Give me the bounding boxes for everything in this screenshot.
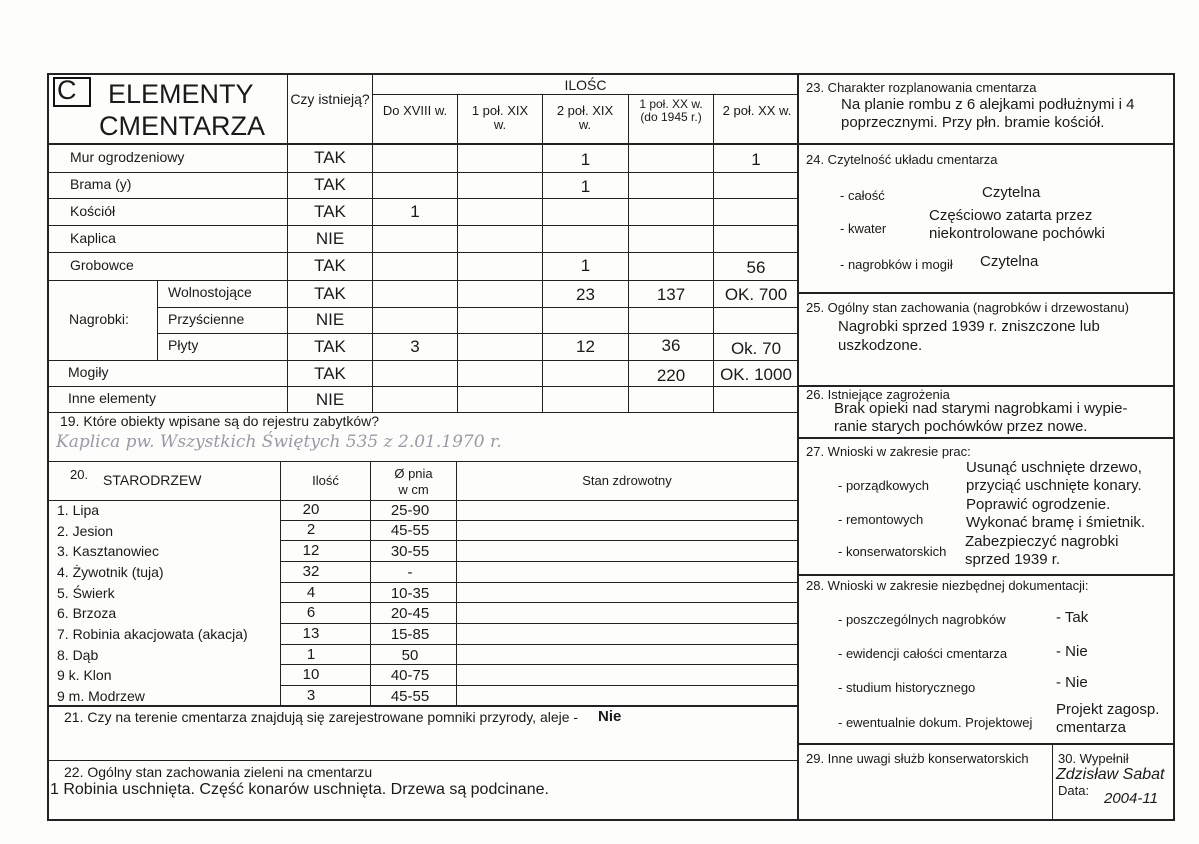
tree-diameter: 50	[401, 647, 419, 664]
row-label: Płyty	[168, 337, 199, 353]
q26-label: 26. Istniejące zagrożenia	[806, 387, 950, 402]
count-value: 3	[410, 337, 420, 356]
tree-name: 3. Kasztanowiec	[57, 543, 159, 559]
count-value: 1	[410, 202, 420, 221]
exists-value: TAK	[314, 202, 346, 221]
tree-diameter: 40-75	[390, 667, 430, 684]
section-letter: C	[57, 75, 77, 105]
tree-diameter: -	[407, 564, 413, 581]
q24-kwater-value-2: niekontrolowane pochówki	[929, 225, 1105, 242]
tree-qty: 20	[302, 501, 320, 518]
tree-diameter: 20-45	[390, 605, 430, 622]
ilosc-header: ILOŚC	[564, 77, 607, 93]
q28-projektowej-value-2: cmentarza	[1056, 719, 1127, 736]
q24-kwater-value: Częściowo zatarta przez	[929, 207, 1093, 224]
tree-diameter: 25-90	[390, 502, 430, 519]
q21-label: 21. Czy na terenie cmentarza znajdują się zarejestrowane pomniki przyrody, aleje -	[64, 709, 579, 725]
q27-porzadkowych-value-2: przyciąć uschnięte konary.	[966, 477, 1142, 494]
count-value: OK. 700	[724, 285, 788, 304]
period-header-4: 1 poł. XX w. (do 1945 r.)	[639, 97, 703, 125]
trees-number: 20.	[70, 467, 89, 482]
q28-ewidencji-value: - Nie	[1056, 643, 1088, 660]
q30-date-label: Data:	[1058, 783, 1090, 798]
exists-header: Czy istnieją?	[290, 91, 370, 107]
tree-name: 9 m. Modrzew	[57, 688, 145, 704]
exists-value: NIE	[315, 310, 345, 329]
q24-label: 24. Czytelność układu cmentarza	[806, 152, 998, 167]
count-value: 1	[580, 177, 591, 196]
tree-qty: 32	[302, 563, 320, 580]
q23-answer-line2: poprzecznymi. Przy płn. bramie kościół.	[841, 114, 1105, 131]
q28-label: 28. Wnioski w zakresie niezbędnej dokumentacji:	[806, 578, 1089, 593]
period-header-2: 1 poł. XIX w.	[471, 103, 529, 133]
count-value: 36	[661, 336, 681, 355]
q26-answer-line2: ranie starych pochówków przez nowe.	[834, 418, 1088, 435]
q27-remontowych-value: Poprawić ogrodzenie.	[966, 496, 1111, 513]
tree-name: 5. Świerk	[57, 585, 115, 601]
q22-answer: 1 Robinia uschnięta. Część konarów uschnięta. Drzewa są podcinane.	[50, 781, 549, 798]
tree-name: 1. Lipa	[57, 502, 100, 518]
q28-nagrobkow: - poszczególnych nagrobków	[838, 612, 1006, 627]
tree-diameter: 45-55	[390, 522, 430, 539]
tree-name: 8. Dąb	[57, 647, 99, 663]
q27-konserwatorskich-value-2: sprzed 1939 r.	[965, 551, 1061, 568]
q27-porzadkowych: - porządkowych	[838, 478, 930, 493]
row-label: Grobowce	[70, 257, 134, 273]
tree-name: 2. Jesion	[57, 523, 114, 539]
row-label: Kościół	[70, 203, 116, 219]
tree-name: 9 k. Klon	[57, 667, 112, 683]
row-label: Mogiły	[68, 364, 109, 380]
period-header-5: 2 poł. XX w.	[722, 103, 792, 118]
row-label: Mur ogrodzeniowy	[70, 149, 185, 165]
q22-label: 22. Ogólny stan zachowania zieleni na cmentarzu	[64, 764, 373, 780]
q21-answer: Nie	[598, 708, 622, 725]
exists-value: TAK	[314, 284, 346, 303]
row-label: Kaplica	[70, 230, 116, 246]
count-value: 12	[576, 337, 595, 356]
exists-value: TAK	[314, 148, 346, 167]
q23-answer-line1: Na planie rombu z 6 alejkami podłużnymi i 4	[841, 96, 1135, 113]
q25-answer-line2: uszkodzone.	[838, 337, 923, 354]
tree-diameter: 10-35	[390, 585, 430, 602]
count-value: 137	[656, 285, 686, 304]
count-value: OK. 1000	[720, 365, 792, 384]
q28-studium: - studium historycznego	[838, 680, 976, 695]
q24-nagrobkow: - nagrobków i mogił	[840, 257, 953, 272]
tree-qty: 1	[306, 646, 316, 663]
q26-answer-line1: Brak opieki nad starymi nagrobkami i wypie-	[834, 400, 1128, 417]
row-label: Przyścienne	[168, 311, 245, 327]
q30-date: 2004-11	[1104, 790, 1158, 807]
exists-value: TAK	[314, 364, 346, 383]
row-label: Brama (y)	[70, 176, 132, 192]
q27-remontowych: - remontowych	[838, 512, 924, 527]
q24-kwater: - kwater	[840, 221, 887, 236]
q25-label: 25. Ogólny stan zachowania (nagrobków i drzewostanu)	[806, 300, 1130, 315]
q27-konserwatorskich: - konserwatorskich	[838, 544, 947, 559]
q25-answer-line1: Nagrobki sprzed 1939 r. zniszczone lub	[838, 318, 1100, 335]
count-value: 23	[576, 285, 595, 304]
period-header-3: 2 poł. XIX w.	[556, 103, 614, 133]
q23-label: 23. Charakter rozplanowania cmentarza	[806, 80, 1037, 95]
tree-name: 7. Robinia akacjowata (akacja)	[57, 626, 248, 642]
q28-ewidencji: - ewidencji całości cmentarza	[838, 646, 1008, 661]
count-value: 56	[746, 258, 766, 277]
row-label: Inne elementy	[68, 390, 156, 406]
tree-qty: 2	[306, 521, 316, 538]
trees-title: STARODRZEW	[103, 472, 202, 488]
q24-calosc-value: Czytelna	[982, 184, 1041, 201]
q28-projektowej: - ewentualnie dokum. Projektowej	[838, 715, 1033, 730]
exists-value: TAK	[314, 175, 346, 194]
q29-label: 29. Inne uwagi służb konserwatorskich	[806, 751, 1029, 766]
count-value: 1	[580, 150, 591, 169]
count-value: Ok. 70	[730, 339, 782, 358]
tree-diameter: 30-55	[390, 543, 430, 560]
q27-konserwatorskich-value: Zabezpieczyć nagrobki	[965, 533, 1119, 550]
q27-remontowych-value-2: Wykonać bramę i śmietnik.	[966, 514, 1146, 531]
q28-projektowej-value: Projekt zagosp.	[1056, 701, 1160, 718]
tree-qty: 6	[306, 604, 316, 621]
q28-studium-value: - Nie	[1056, 674, 1088, 691]
tree-qty: 10	[302, 666, 320, 683]
exists-value: NIE	[315, 229, 345, 248]
q27-label: 27. Wnioski w zakresie prac:	[806, 444, 971, 459]
q24-calosc: - całość	[840, 188, 885, 203]
q30-signature: Zdzisław Sabat	[1056, 766, 1165, 783]
exists-value: TAK	[314, 256, 346, 275]
section-title-line2: CMENTARZA	[99, 111, 265, 141]
row-label: Wolnostojące	[168, 284, 252, 300]
q19-label: 19. Które obiekty wpisane są do rejestru zabytków?	[60, 413, 380, 429]
q28-nagrobkow-value: - Tak	[1056, 609, 1089, 626]
q27-porzadkowych-value: Usunąć uschnięte drzewo,	[966, 459, 1142, 476]
tree-name: 6. Brzoza	[57, 605, 117, 621]
q24-nagrobkow-value: Czytelna	[980, 253, 1039, 270]
q30-label: 30. Wypełnił	[1058, 751, 1129, 766]
nagrobki-label: Nagrobki:	[69, 311, 129, 327]
tree-qty: 4	[306, 584, 316, 601]
exists-value: TAK	[314, 337, 346, 356]
trees-health-header: Stan zdrowotny	[582, 473, 672, 488]
tree-diameter: 15-85	[390, 626, 430, 643]
tree-qty: 13	[302, 625, 320, 642]
count-value: 1	[580, 256, 591, 275]
count-value: 220	[656, 366, 686, 385]
q19-handwritten-answer: Kaplica pw. Wszystkich Świętych 535 z 2.01.1970 r.	[56, 432, 502, 452]
tree-qty: 3	[306, 687, 316, 704]
section-title-line1: ELEMENTY	[108, 79, 254, 109]
tree-qty: 12	[302, 542, 320, 559]
trees-diam-header: Ø pnia	[394, 466, 433, 481]
tree-diameter: 45-55	[390, 688, 430, 705]
exists-value: NIE	[315, 390, 345, 409]
trees-qty-header: Ilość	[312, 473, 339, 488]
count-value: 1	[751, 150, 761, 169]
trees-diam-header-unit: w cm	[398, 482, 429, 497]
tree-name: 4. Żywotnik (tuja)	[57, 564, 164, 580]
period-header-1: Do XVIII w.	[382, 103, 448, 118]
